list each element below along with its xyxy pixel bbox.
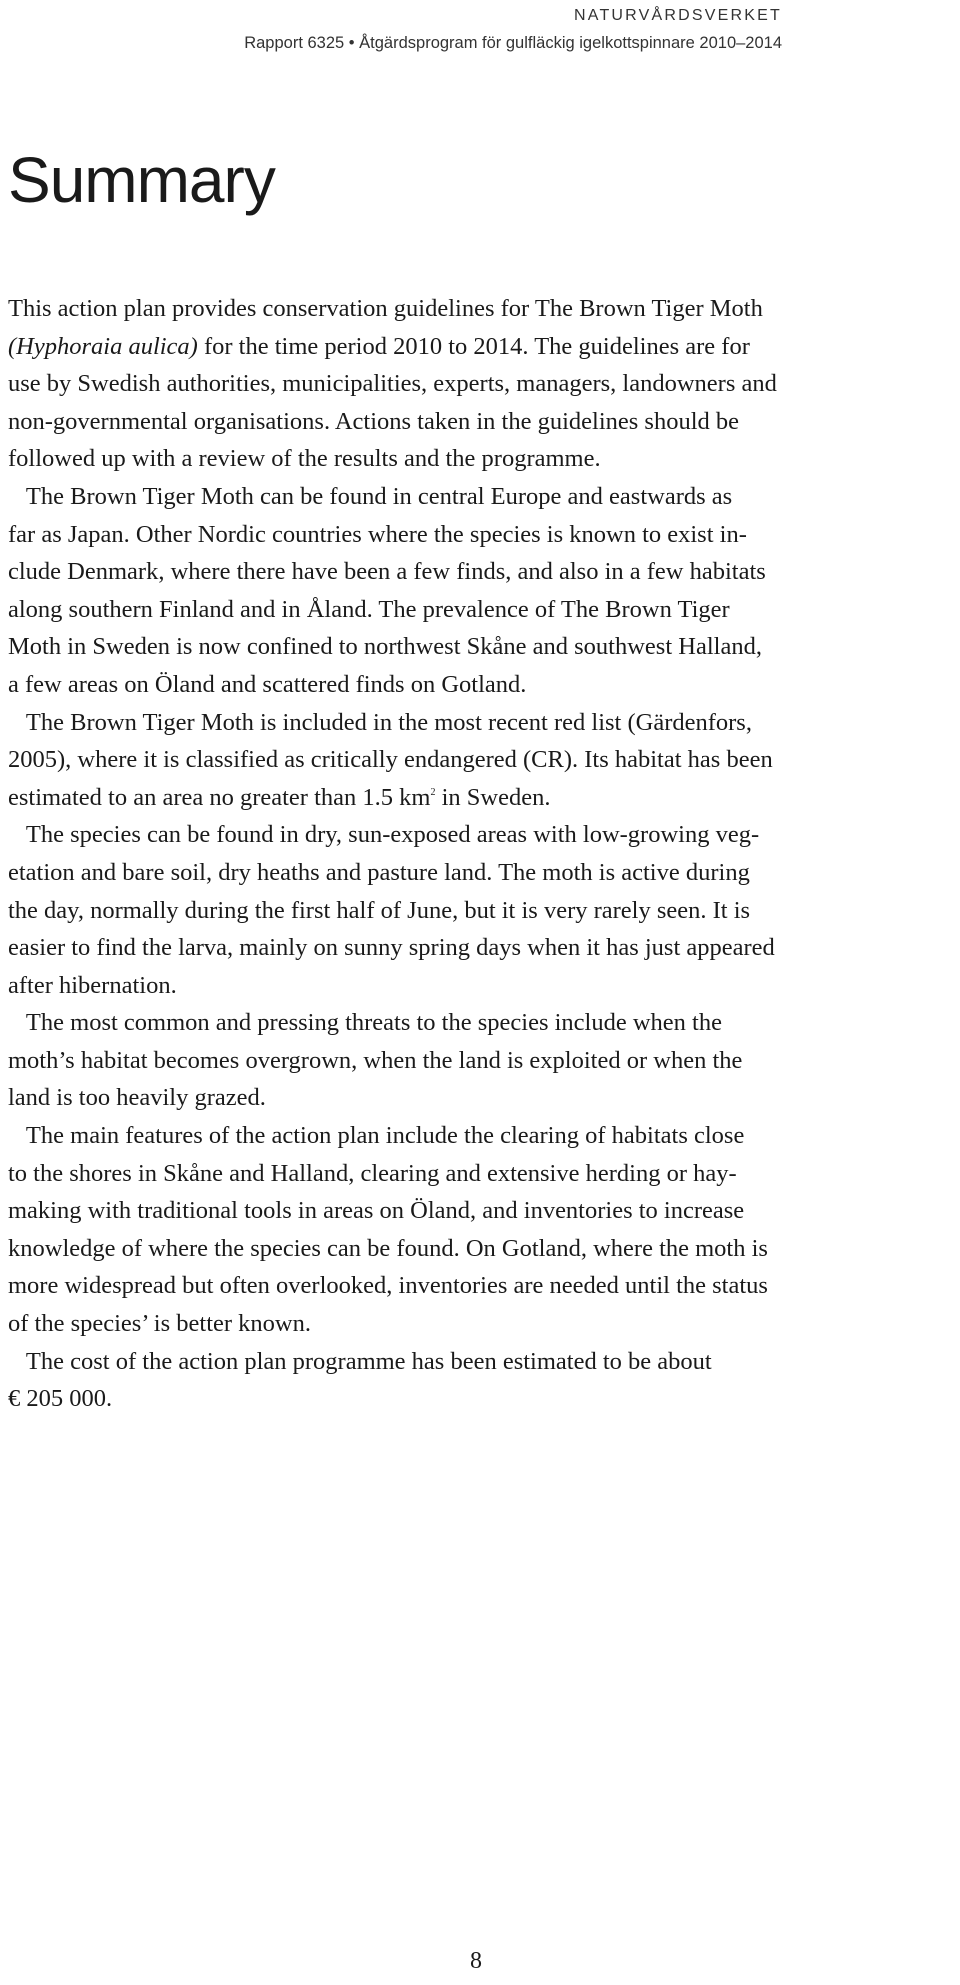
body-line: land is too heavily grazed. <box>8 1084 266 1112</box>
body-line: The Brown Tiger Moth is included in the most recent red list (Gärdenfors, <box>8 708 752 736</box>
body-line: This action plan provides conservation guidelines for The Brown Tiger Moth <box>8 295 763 322</box>
body-line: far as Japan. Other Nordic countries where the species is known to exist in- <box>8 520 747 548</box>
body-line: € 205 000. <box>8 1385 113 1413</box>
body-line: the day, normally during the first half of June, but it is very rarely seen. It is <box>8 896 751 924</box>
body-line: The main features of the action plan include the clearing of habitats close <box>8 1122 745 1150</box>
body-line: (Hyphoraia aulica) for the time period 2010 to 2014. The guidelines are for <box>8 332 750 360</box>
body-line: etation and bare soil, dry heaths and pasture land. The moth is active during <box>8 858 750 886</box>
page-title: Summary <box>8 144 275 216</box>
body-line: a few areas on Öland and scattered finds on Gotland. <box>8 670 527 698</box>
organization-name: NATURVÅRDSVERKET <box>574 7 782 24</box>
page-number: 8 <box>470 1948 482 1974</box>
body-line: moth’s habitat becomes overgrown, when the land is exploited or when the <box>8 1046 743 1074</box>
body-line: 2005), where it is classified as critically endangered (CR). Its habitat has been <box>8 746 773 774</box>
superscript-2: 2 <box>430 786 436 798</box>
body-line: use by Swedish authorities, municipalities, experts, managers, landowners and <box>8 370 777 398</box>
body-line: along southern Finland and in Åland. The prevalence of The Brown Tiger <box>8 595 730 623</box>
body-line: non-governmental organisations. Actions taken in the guidelines should be <box>8 407 740 435</box>
summary-body <box>8 290 960 1418</box>
body-line: after hibernation. <box>8 971 177 999</box>
body-line: The Brown Tiger Moth can be found in central Europe and eastwards as <box>8 482 733 510</box>
body-line: The most common and pressing threats to the species include when the <box>8 1009 722 1037</box>
report-line: Rapport 6325 • Åtgärdsprogram för gulfläckig igelkottspinnare 2010–2014 <box>244 34 782 52</box>
body-line: The cost of the action plan programme has been estimated to be about <box>8 1347 712 1375</box>
body-line: easier to find the larva, mainly on sunny spring days when it has just appeared <box>8 934 775 962</box>
body-line: more widespread but often overlooked, inventories are needed until the status <box>8 1272 768 1300</box>
body-line: followed up with a review of the results and the programme. <box>8 445 601 473</box>
body-line: making with traditional tools in areas on Öland, and inventories to increase <box>8 1197 745 1225</box>
body-line: estimated to an area no greater than 1.5 $km^2$ in Sweden. <box>8 783 551 811</box>
body-line: to the shores in Skåne and Halland, clearing and extensive herding or hay- <box>8 1159 737 1187</box>
species-latin-name: (Hyphoraia aulica) <box>8 332 198 360</box>
running-header <box>244 6 782 54</box>
body-line: knowledge of where the species can be found. On Gotland, where the moth is <box>8 1234 768 1262</box>
body-line: Moth in Sweden is now confined to northwest Skåne and southwest Halland, <box>8 633 762 661</box>
body-line: of the species’ is better known. <box>8 1310 311 1338</box>
body-line: clude Denmark, where there have been a few finds, and also in a few habitats <box>8 558 766 586</box>
body-line: The species can be found in dry, sun-exposed areas with low-growing veg- <box>8 821 760 849</box>
